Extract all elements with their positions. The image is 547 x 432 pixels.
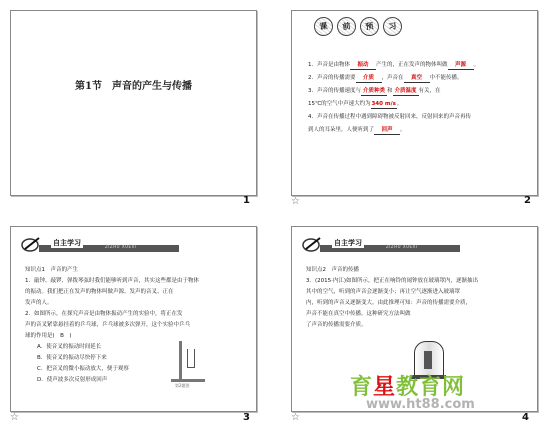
- option: C．把音叉的微小振动放大，便于观察: [37, 366, 129, 372]
- slide-1[interactable]: [10, 10, 257, 196]
- slide-4-body: [306, 265, 528, 331]
- pen-icon: [21, 235, 43, 253]
- answer-blank: 声源: [448, 61, 474, 70]
- answer-blank: 振动: [350, 61, 376, 70]
- section-title: 知识点2 声音的传播: [306, 267, 359, 273]
- text-line: 内，听到的声音又逐渐变大。由此推理可知：声音的传播需要介质，: [306, 300, 472, 306]
- answer-blank: 介质: [356, 74, 382, 83]
- header-label: 自主学习: [334, 239, 362, 247]
- answer-blank: 介质种类: [362, 88, 385, 94]
- badge: 前: [336, 16, 357, 37]
- tuning-fork-figure: [171, 339, 207, 387]
- answer-blank: 340 m/s: [371, 101, 396, 107]
- star-icon: ☆: [291, 196, 300, 207]
- badge: 预: [359, 16, 380, 37]
- answer-blank: 介质温度: [394, 88, 417, 94]
- answer-blank: 回声: [374, 126, 400, 135]
- badge: 课: [313, 16, 334, 37]
- text-line: 2．如图所示，在探究声音是由物体振动产生的实验中，将正在发: [25, 311, 183, 317]
- fill-line: 到人的耳朵里，人便听到了 回声 。: [308, 127, 406, 133]
- text-line: 了声音的传播需要介质。: [306, 322, 367, 328]
- text-line: 球的作用是( B ): [25, 333, 72, 339]
- fill-line: 4．声音在传播过程中遇到障碍物被反射回来，反射回来的声音再传: [308, 114, 472, 120]
- text-line: 的振动。我们把正在发声的物体叫做声源。发声的音叉、正在: [25, 289, 174, 295]
- header-sub: ZIZHU XUEXI: [105, 244, 137, 249]
- star-icon: ☆: [291, 412, 300, 423]
- fill-line: 1．声音是由物体 振动 产生的，正在发声的物体叫做 声源 。: [308, 62, 480, 68]
- fill-line: 3．声音的传播速度与 介质种类 和 介质温度 有关，在: [308, 88, 441, 94]
- text-line: 3．(2015·内江)如图所示，把正在响铃的闹钟放在玻璃罩内，逐渐抽出: [306, 278, 479, 284]
- option: B．使音叉的振动尽快停下来: [37, 355, 107, 361]
- slide-2-number: 2: [524, 195, 531, 206]
- watermark-url: www.ht88.com: [366, 397, 475, 412]
- watermark-logo: 育星教育网: [350, 375, 466, 400]
- fill-line: 15℃的空气中声速大约为340 m/s。: [308, 101, 403, 107]
- slide-2[interactable]: [291, 10, 538, 196]
- section-title: 知识点1 声音的产生: [25, 267, 78, 273]
- star-icon: ☆: [10, 412, 19, 423]
- header-sub: ZIZHU XUEXI: [386, 244, 418, 249]
- text-line: 声音不能在真空中传播。这种研究方法叫做: [306, 311, 411, 317]
- slide-4-number: 4: [522, 412, 529, 423]
- header-label: 自主学习: [53, 239, 81, 247]
- section-header: [302, 235, 462, 255]
- text-line: 发声的人。: [25, 300, 53, 306]
- text-line: 1．敲钟、敲锣、弹拨琴弦时我们能够听到声音，其实这些都是由于物体: [25, 278, 200, 284]
- text-line: 声的音叉紧靠悬挂着的乒乓球，乒乓球被多次弹开，这个实验中乒乓: [25, 322, 191, 328]
- option: A．使音叉的振动时间延长: [37, 344, 102, 350]
- answer-blank: 真空: [404, 74, 430, 83]
- preview-badges: [314, 17, 402, 36]
- option: D．使声波多次反射形成回声: [37, 377, 108, 383]
- slide-1-title: 第1节 声音的产生与传播: [75, 81, 192, 92]
- figure-caption: 第2题图: [175, 383, 190, 388]
- badge: 习: [382, 16, 403, 37]
- pen-icon: [302, 235, 324, 253]
- section-header: [21, 235, 181, 255]
- slide-3-number: 3: [243, 412, 250, 423]
- text-line: 其中的空气，听到的声音会逐渐变小；再让空气逐渐进入玻璃罩: [306, 289, 461, 295]
- slide-1-number: 1: [243, 195, 250, 206]
- preview-lines: [308, 59, 526, 137]
- slide-3[interactable]: [10, 226, 257, 412]
- fill-line: 2．声音的传播需要 介质 ，声音在 真空 中不能传播。: [308, 75, 463, 81]
- slide-3-body: [25, 265, 247, 386]
